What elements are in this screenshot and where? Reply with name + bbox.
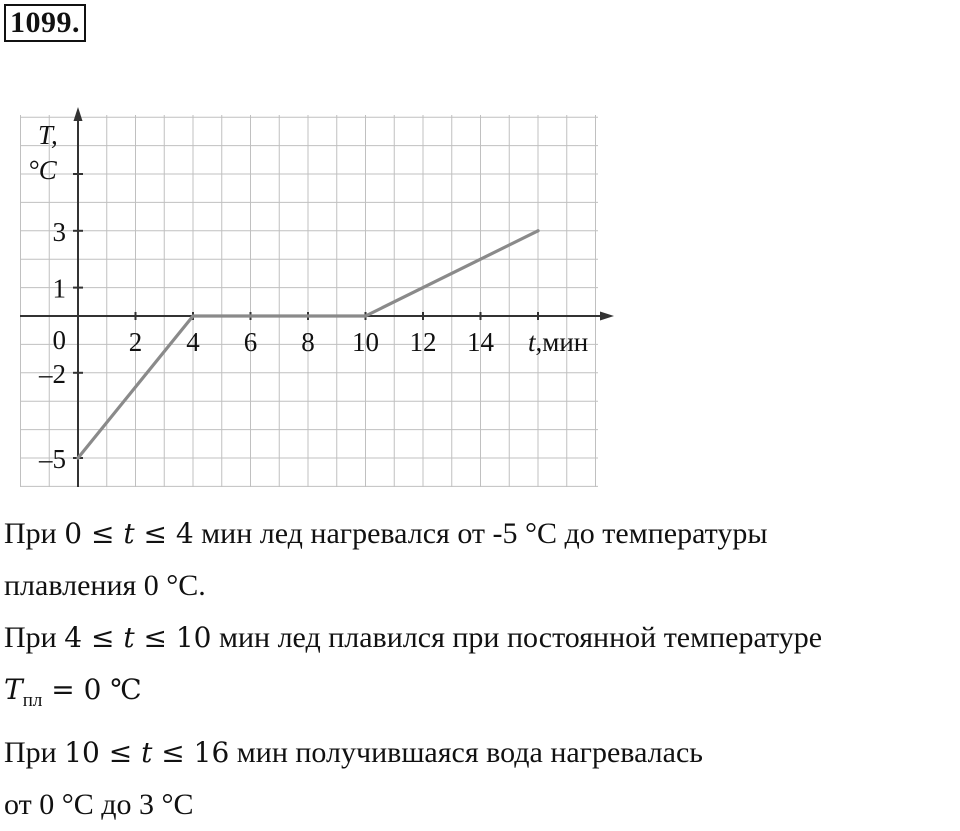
y-tick-label: 0: [52, 325, 66, 355]
line1-math-var: t: [123, 517, 135, 550]
y-tick-label: –5: [39, 444, 66, 474]
x-tick-label: 10: [352, 327, 379, 357]
solution-line-6: от 0 °C до 3 °C: [4, 788, 194, 821]
x-tick-label: 12: [409, 327, 437, 357]
line5-math-right: ≤ 16: [152, 736, 230, 769]
line5-lead: При: [4, 736, 65, 769]
line3-math-right: ≤ 10: [134, 621, 212, 654]
melting-temp-subscript: пл: [22, 690, 43, 711]
x-axis-label: t,мин: [528, 327, 589, 357]
line5-tail: мин получившаяся вода нагревалась: [229, 736, 703, 769]
line1-math-left: 0 ≤: [64, 517, 124, 550]
x-tick-label: 2: [128, 327, 143, 357]
line5-math-var: t: [141, 736, 153, 769]
y-tick-label: 1: [52, 273, 66, 304]
problem-number: 1099.: [4, 4, 86, 42]
y-axis-label-var: T,: [38, 120, 58, 150]
line3-math-var: t: [123, 621, 135, 654]
solution-line-5: [4, 727, 960, 779]
solution-line-3: [4, 612, 960, 664]
x-tick-label: 4: [186, 327, 200, 357]
x-tick-label: 6: [243, 327, 258, 357]
line5-math-left: 10 ≤: [64, 736, 142, 769]
melting-temp-value: = 0 ℃: [42, 673, 142, 706]
series-point: [364, 314, 367, 317]
line1-tail: мин лед нагревался от -5 °C до температуры: [193, 517, 768, 550]
line3-tail: мин лед плавился при постоянной температуре: [211, 621, 823, 654]
melting-temp-symbol: T: [4, 673, 23, 706]
temperature-time-chart: [0, 100, 640, 500]
y-axis-label-unit: °C: [28, 155, 57, 185]
solution-line-1: [4, 508, 960, 560]
chart-svg: [0, 100, 640, 500]
chart-grid: [20, 115, 598, 487]
x-tick-label: 14: [467, 327, 494, 357]
line3-lead: При: [4, 621, 65, 654]
x-axis-arrow: [600, 312, 614, 321]
y-tick-label: –2: [39, 358, 66, 389]
x-tick-label: 8: [301, 327, 315, 357]
series-point: [536, 229, 539, 232]
line3-math-left: 4 ≤: [64, 621, 124, 654]
series-point: [76, 456, 79, 459]
solution-text: [4, 508, 960, 831]
series-point: [191, 314, 194, 317]
solution-line-2: плавления 0 °C.: [4, 569, 206, 602]
solution-line-4: [4, 664, 960, 727]
y-axis-arrow: [74, 107, 83, 121]
line1-lead: При: [4, 517, 65, 550]
line1-math-right: ≤ 4: [134, 517, 194, 550]
y-tick-label: 3: [52, 216, 66, 247]
